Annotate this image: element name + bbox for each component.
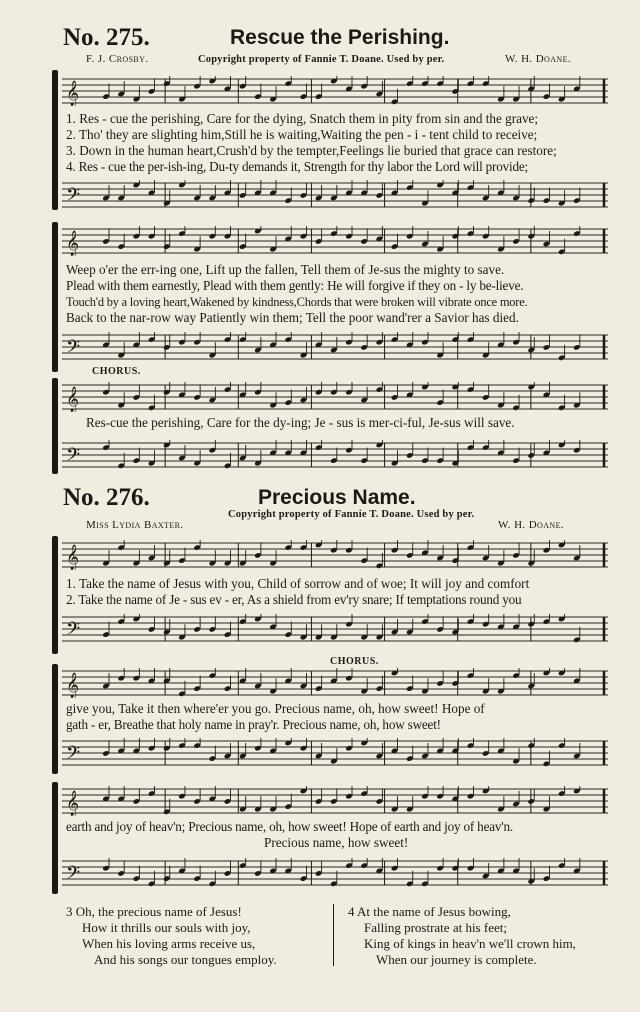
staff-notation	[62, 540, 608, 570]
bass-staff	[62, 332, 608, 362]
bass-staff	[62, 180, 608, 210]
system-brace	[52, 70, 58, 210]
verse-line: Touch'd by a loving heart,Wakened by kindness,Chords that were broken will vibrate once more.	[66, 295, 528, 309]
verse-divider	[333, 904, 334, 966]
clef-icon: 𝄢	[66, 337, 81, 362]
system-brace	[52, 378, 58, 474]
verse-line: When his loving arms receive us,	[82, 936, 256, 951]
verse-line: Plead with them earnestly, Plead with them gently: He will forgive if they on - ly be-lieve.	[66, 278, 524, 293]
hymn-275-author: F. J. Crosby.	[86, 53, 149, 65]
treble-staff	[62, 540, 608, 570]
hymn-276-title: Precious Name.	[258, 486, 416, 509]
verse-line: King of kings in heav'n we'll crown him,	[364, 936, 576, 951]
staff-notation	[62, 738, 608, 768]
staff-notation	[62, 382, 608, 412]
chorus-label: CHORUS.	[330, 656, 379, 667]
verse-3	[66, 904, 277, 968]
verse-line: And his songs our tongues employ.	[94, 952, 277, 967]
verse-line: 3 Oh, the precious name of Jesus!	[66, 904, 242, 919]
treble-staff	[62, 786, 608, 816]
staff-notation	[62, 332, 608, 362]
bass-staff	[62, 858, 608, 888]
staff-notation	[62, 786, 608, 816]
staff-notation	[62, 668, 608, 698]
clef-icon: 𝄞	[66, 545, 80, 570]
verse-line: Back to the nar-row way Patiently win them; Tell the poor wand'rer a Savior has died.	[66, 310, 519, 325]
verse-line: How it thrills our souls with joy,	[82, 920, 251, 935]
hymn-276-composer: W. H. Doane.	[498, 519, 565, 531]
verse-line: 4. Res - cue the per-ish-ing, Du-ty demands it, Strength for thy labor the Lord will provide;	[66, 159, 529, 174]
clef-icon: 𝄞	[66, 231, 80, 256]
clef-icon: 𝄞	[66, 81, 80, 106]
system-brace	[52, 536, 58, 654]
verse-line: 1. Take the name of Jesus with you, Child of sorrow and of woe; It will joy and comfort	[66, 576, 530, 591]
verse-line: 4 At the name of Jesus bowing,	[348, 904, 511, 919]
staff-notation	[62, 614, 608, 644]
verse-4	[348, 904, 576, 968]
clef-icon: 𝄞	[66, 387, 80, 412]
staff-notation	[62, 180, 608, 210]
clef-icon: 𝄢	[66, 743, 81, 768]
hymn-275-number: No. 275.	[63, 24, 150, 51]
staff-notation	[62, 226, 608, 256]
staff-notation	[62, 440, 608, 470]
verse-line: 1. Res - cue the perishing, Care for the dying, Snatch them in pity from sin and the grave;	[66, 111, 539, 126]
hymn-275-title: Rescue the Perishing.	[230, 26, 450, 49]
clef-icon: 𝄢	[66, 185, 81, 210]
hymn-276-copyright: Copyright property of Fannie T. Doane. Used by per.	[228, 509, 475, 520]
verse-line: gath - er, Breathe that holy name in pray'r. Precious name, oh, how sweet!	[66, 717, 441, 732]
verse-line: Falling prostrate at his feet;	[364, 920, 507, 935]
system-brace	[52, 782, 58, 894]
hymn-276-number: No. 276.	[63, 484, 150, 511]
clef-icon: 𝄢	[66, 619, 81, 644]
treble-staff	[62, 76, 608, 106]
verse-line: Weep o'er the err-ing one, Lift up the fallen, Tell them of Je-sus the mighty to save.	[66, 262, 505, 277]
treble-staff	[62, 382, 608, 412]
clef-icon: 𝄞	[66, 673, 80, 698]
verse-line: 2. Take the name of Je - sus ev - er, As a shield from ev'ry snare; If temptations round you	[66, 592, 522, 607]
verse-line: give you, Take it then where'er you go. Precious name, oh, how sweet! Hope of	[66, 701, 485, 716]
treble-staff	[62, 668, 608, 698]
hymn-275-composer: W. H. Doane.	[505, 53, 572, 65]
verse-line: When our journey is complete.	[376, 952, 537, 967]
bass-staff	[62, 440, 608, 470]
hymn-275-copyright: Copyright property of Fannie T. Doane. Used by per.	[198, 54, 445, 65]
hymn-276-author: Miss Lydia Baxter.	[86, 519, 184, 531]
system-brace	[52, 222, 58, 372]
verse-line: Precious name, how sweet!	[264, 835, 409, 850]
bass-staff	[62, 614, 608, 644]
chorus-line: Res-cue the perishing, Care for the dy-ing; Je - sus is mer-ci-ful, Je-sus will save.	[86, 415, 515, 430]
staff-notation	[62, 858, 608, 888]
verse-line: 2. Tho' they are slighting him,Still he is waiting,Waiting the pen - i - tent child to receive;	[66, 127, 538, 142]
clef-icon: 𝄢	[66, 863, 81, 888]
chorus-label: CHORUS.	[92, 366, 141, 377]
system-brace	[52, 664, 58, 774]
verse-line: earth and joy of heav'n; Precious name, oh, how sweet! Hope of earth and joy of heav'n.	[66, 819, 513, 834]
clef-icon: 𝄢	[66, 445, 81, 470]
clef-icon: 𝄞	[66, 791, 80, 816]
verse-line: 3. Down in the human heart,Crush'd by the tempter,Feelings lie buried that grace can restore;	[66, 143, 557, 158]
bass-staff	[62, 738, 608, 768]
treble-staff	[62, 226, 608, 256]
staff-notation	[62, 76, 608, 106]
